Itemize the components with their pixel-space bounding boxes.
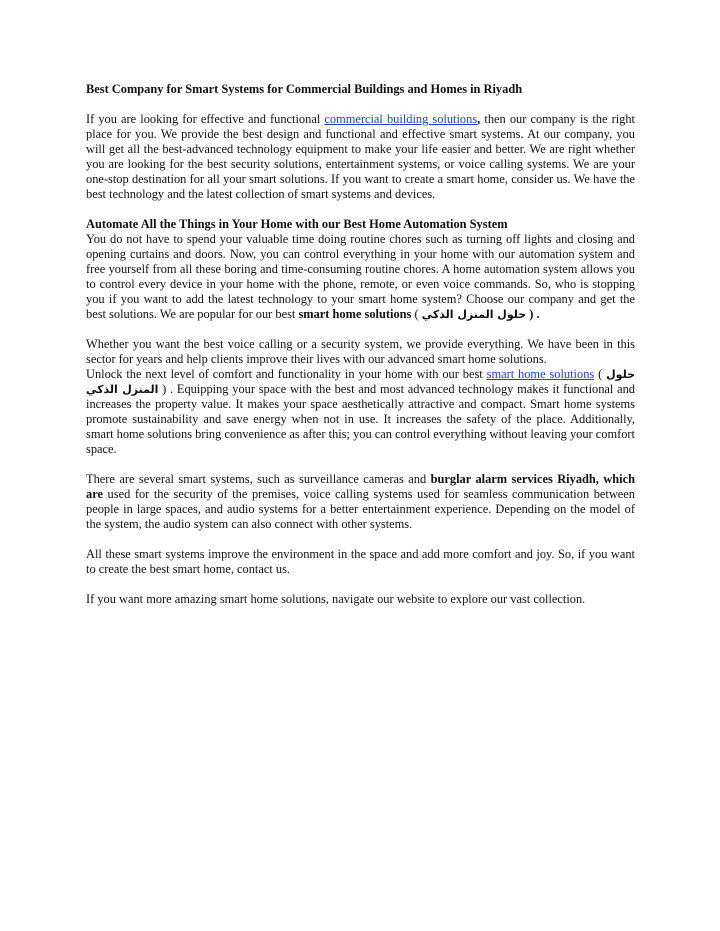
paragraph-intro (86, 112, 635, 202)
unlock-text-rest: ) . Equipping your space with the best and most advanced technology makes it functional and increases the property value. It makes your space aesthetically attractive and compact. Smart home systems promote sustainability and save energy when not in use. It increases the safety of the place. Additionally, smart home solutions bring convenience as after this; you can control everything without leaving your comfort space. (86, 382, 635, 456)
automation-close-paren: ) . (526, 307, 540, 321)
burglar-alarm-bold: burglar alarm services Riyadh, which are (86, 472, 635, 501)
arabic-smart-home-text-2: حلول المنزل الذكي (86, 368, 635, 396)
automation-text: You do not have to spend your valuable time doing routine chores such as turning off lights and closing and opening curtains and doors. Now, you can control everything in your home with our automation system and free yourself from all these boring and time-consuming routine chores. A home automation system allows you to control every device in your home with the phone, remote, or even voice commands. So, who is stopping you if you want to add the latest technology to your smart home system? Choose our company and get the best solutions. We are popular for our best (86, 232, 635, 321)
unlock-open-paren: ( (594, 367, 607, 381)
systems-text-start: There are several smart systems, such as surveillance cameras and (86, 472, 431, 486)
paragraph-unlock-comfort (86, 367, 635, 457)
smart-home-solutions-link[interactable]: smart home solutions (486, 367, 595, 381)
paragraph-automation (86, 232, 635, 322)
document-page (86, 82, 635, 607)
section-heading-automation: Automate All the Things in Your Home with our Best Home Automation System (86, 217, 508, 231)
document-title: Best Company for Smart Systems for Commercial Buildings and Homes in Riyadh (86, 82, 523, 96)
paragraph-closing: If you want more amazing smart home solutions, navigate our website to explore our vast collection. (86, 592, 586, 606)
unlock-text-start: Unlock the next level of comfort and functionality in your home with our best (86, 367, 487, 381)
paragraph-environment: All these smart systems improve the environment in the space and add more comfort and joy. So, if you want to create the best smart home, contact us. (86, 547, 635, 576)
paragraph-voice-calling: Whether you want the best voice calling or a security system, we provide everything. We have been in this sector for years and help clients improve their lives with our advanced smart home solutions. (86, 337, 635, 366)
systems-text-rest: used for the security of the premises, voice calling systems used for seamless communication between people in large spaces, and audio systems for a better entertainment experience. Depending on the model of the system, the audio system can also connect with other systems. (86, 487, 635, 531)
intro-text-rest: then our company is the right place for you. We provide the best design and functional and effective smart systems. At our company, you will get all the best-advanced technology equipment to make your life easier and better. We are right whether you are looking for the best security solutions, entertainment systems, or voice calling systems. We are your one-stop destination for all your smart solutions. If you want to create a smart home, consider us. We have the best technology and the latest collection of smart systems and devices. (86, 112, 635, 201)
intro-comma: , (477, 112, 481, 126)
intro-text-start: If you are looking for effective and functional (86, 112, 325, 126)
automation-open-paren: ( (411, 307, 422, 321)
commercial-building-solutions-link[interactable]: commercial building solutions (324, 112, 478, 126)
smart-home-solutions-bold: smart home solutions (298, 307, 412, 321)
paragraph-smart-systems (86, 472, 635, 532)
arabic-smart-home-text: حلول المنزل الذكي (421, 308, 527, 321)
